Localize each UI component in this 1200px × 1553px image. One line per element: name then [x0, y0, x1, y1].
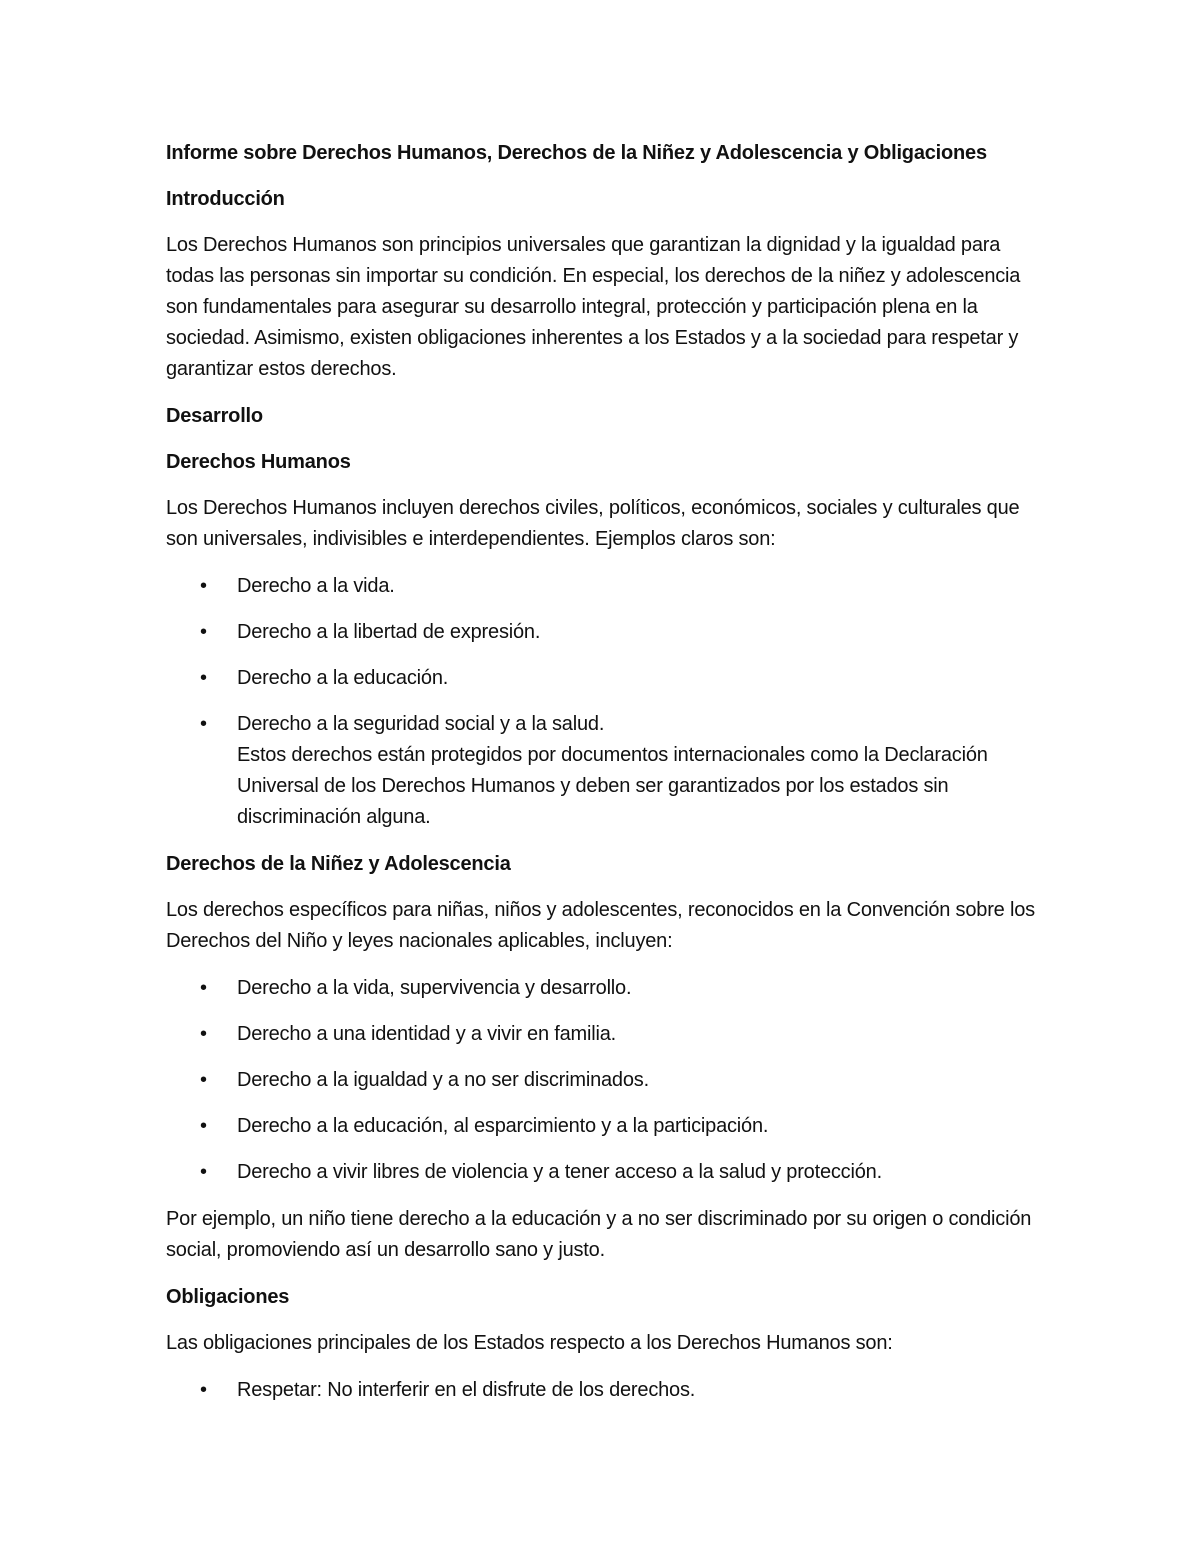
list-item — [166, 1065, 1046, 1096]
paragraph-derechos-ninez: Los derechos específicos para niñas, niños y adolescentes, reconocidos en la Convención sobre los Derechos del Niño y leyes nacionales aplicables, incluyen: — [166, 899, 1035, 952]
list-item — [166, 571, 1046, 602]
bullet-icon: • — [200, 1379, 207, 1401]
bullet-icon: • — [200, 977, 207, 999]
bullet-icon: • — [200, 713, 207, 735]
bullet-icon: • — [200, 1023, 207, 1045]
list-item-text: Derecho a vivir libres de violencia y a tener acceso a la salud y protección. — [237, 1161, 882, 1183]
heading-derechos-ninez: Derechos de la Niñez y Adolescencia — [166, 853, 511, 875]
bullet-icon: • — [200, 667, 207, 689]
bullet-icon: • — [200, 1115, 207, 1137]
document-title: Informe sobre Derechos Humanos, Derechos de la Niñez y Adolescencia y Obligaciones — [166, 142, 987, 164]
paragraph-obligaciones: Las obligaciones principales de los Estados respecto a los Derechos Humanos son: — [166, 1332, 893, 1354]
heading-desarrollo: Desarrollo — [166, 405, 263, 427]
list-item-text: Derecho a la seguridad social y a la salud. — [237, 713, 605, 735]
list-item — [166, 1019, 1046, 1050]
list-item — [166, 1375, 1046, 1406]
heading-introduccion: Introducción — [166, 188, 285, 210]
list-item — [166, 663, 1046, 694]
bullet-icon: • — [200, 1161, 207, 1183]
list-item-text: Derecho a la educación. — [237, 667, 449, 689]
list-item — [166, 709, 1046, 833]
list-derechos-humanos — [166, 571, 1046, 833]
list-obligaciones — [166, 1375, 1046, 1406]
list-item-text: Derecho a la libertad de expresión. — [237, 621, 541, 643]
list-item — [166, 1157, 1046, 1188]
heading-derechos-humanos: Derechos Humanos — [166, 451, 351, 473]
paragraph-derechos-humanos: Los Derechos Humanos incluyen derechos civiles, políticos, económicos, sociales y culturales que son universales, indivisibles e interdependientes. Ejemplos claros son: — [166, 497, 1020, 550]
list-item-continuation: Estos derechos están protegidos por documentos internacionales como la Declaración Universal de los Derechos Humanos y deben ser garantizados por los estados sin discriminación alguna. — [237, 744, 988, 828]
paragraph-introduccion: Los Derechos Humanos son principios universales que garantizan la dignidad y la igualdad para todas las personas sin importar su condición. En especial, los derechos de la niñez y adolescencia son fundamentales para asegurar su desarrollo integral, protección y participación plena en la sociedad. Asimismo, existen obligaciones inherentes a los Estados y a la sociedad para respetar y garantizar estos derechos. — [166, 234, 1021, 380]
list-derechos-ninez — [166, 973, 1046, 1188]
list-item-text: Derecho a la vida, supervivencia y desarrollo. — [237, 977, 632, 999]
list-item-text: Derecho a una identidad y a vivir en familia. — [237, 1023, 616, 1045]
list-item-text: Derecho a la igualdad y a no ser discriminados. — [237, 1069, 649, 1091]
list-item — [166, 617, 1046, 648]
list-item — [166, 1111, 1046, 1142]
heading-obligaciones: Obligaciones — [166, 1286, 290, 1308]
bullet-icon: • — [200, 1069, 207, 1091]
list-item — [166, 973, 1046, 1004]
document-page — [166, 138, 1046, 1422]
paragraph-ejemplo: Por ejemplo, un niño tiene derecho a la educación y a no ser discriminado por su origen o condición social, promoviendo así un desarrollo sano y justo. — [166, 1208, 1032, 1261]
bullet-icon: • — [200, 621, 207, 643]
list-item-text: Respetar: No interferir en el disfrute de los derechos. — [237, 1379, 696, 1401]
list-item-text: Derecho a la educación, al esparcimiento y a la participación. — [237, 1115, 769, 1137]
list-item-text: Derecho a la vida. — [237, 575, 395, 597]
bullet-icon: • — [200, 575, 207, 597]
